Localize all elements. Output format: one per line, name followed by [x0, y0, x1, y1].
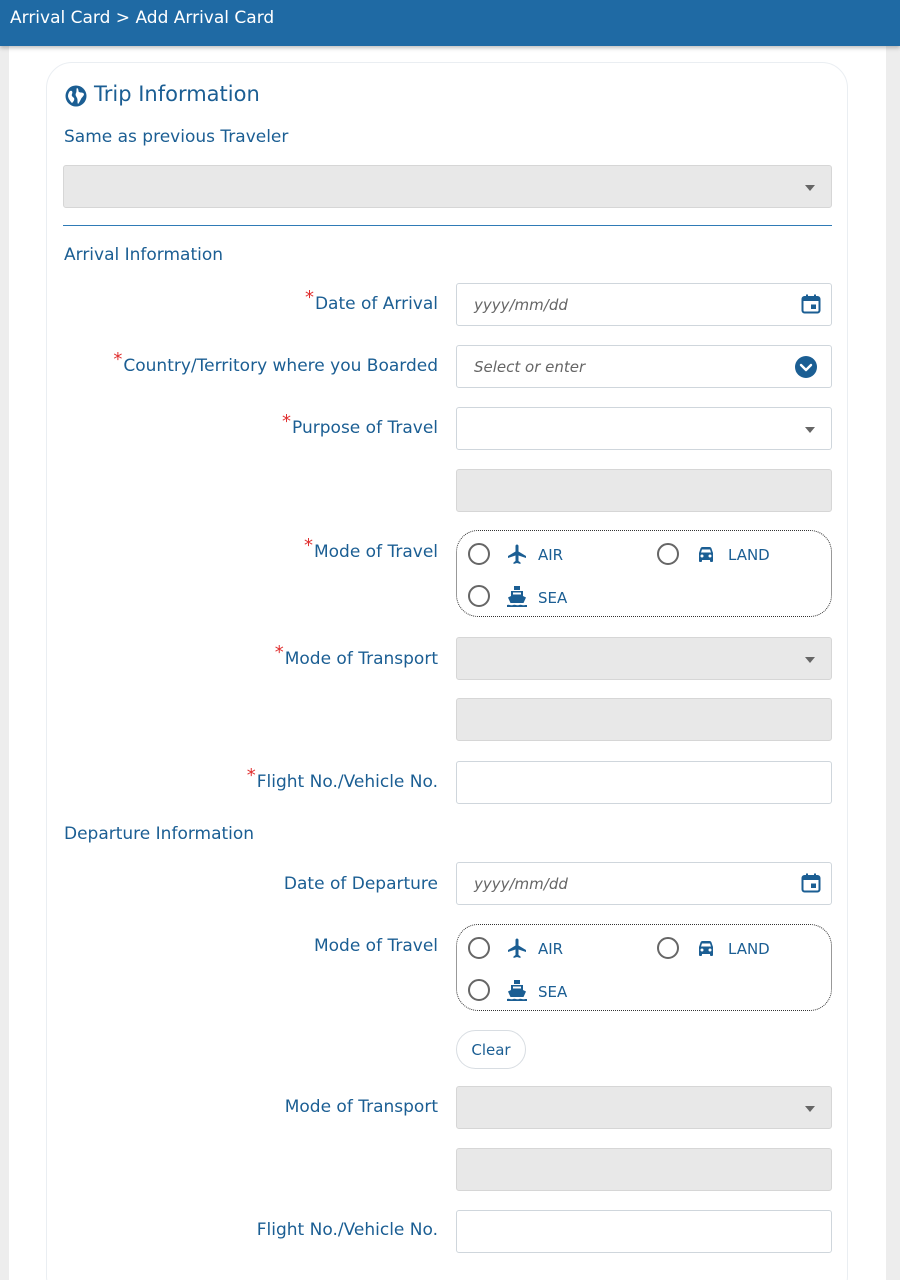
- departure-mode-of-transport-select[interactable]: [456, 1086, 832, 1129]
- car-icon: [694, 542, 718, 566]
- same-as-previous-select[interactable]: [63, 165, 832, 208]
- airplane-icon: [505, 542, 529, 566]
- arrival-mode-of-transport-label: *Mode of Transport: [274, 642, 438, 669]
- arrival-air-radio[interactable]: [468, 543, 490, 565]
- date-of-arrival-input[interactable]: [456, 283, 832, 326]
- caret-down-icon: [805, 427, 815, 433]
- arrival-mode-of-travel-label: *Mode of Travel: [303, 535, 438, 562]
- caret-down-icon: [805, 657, 815, 663]
- required-mark: *: [246, 765, 256, 786]
- top-bar: [0, 0, 900, 46]
- car-icon: [694, 936, 718, 960]
- ship-icon: [505, 978, 529, 1002]
- divider: [63, 225, 832, 226]
- purpose-of-travel-select[interactable]: [456, 407, 832, 450]
- arrival-flight-no-input[interactable]: [456, 761, 832, 804]
- arrival-transport-other-input[interactable]: [456, 698, 832, 741]
- same-as-previous-label: Same as previous Traveler: [64, 127, 289, 147]
- departure-flight-no-label: Flight No./Vehicle No.: [256, 1220, 438, 1240]
- airplane-icon: [505, 936, 529, 960]
- date-of-departure-label: Date of Departure: [283, 874, 438, 894]
- purpose-other-input[interactable]: [456, 469, 832, 512]
- departure-flight-no-input[interactable]: [456, 1210, 832, 1253]
- required-mark: *: [274, 642, 284, 663]
- chevron-down-icon[interactable]: [795, 356, 817, 378]
- arrival-air-label: AIR: [538, 546, 564, 564]
- country-boarded-input[interactable]: [456, 345, 832, 388]
- country-placeholder: Select or enter: [474, 358, 586, 376]
- departure-land-label: LAND: [728, 940, 770, 958]
- date-placeholder: yyyy/mm/dd: [474, 875, 568, 893]
- calendar-icon[interactable]: [801, 294, 821, 314]
- date-of-arrival-label: *Date of Arrival: [304, 287, 438, 314]
- date-of-departure-input[interactable]: [456, 862, 832, 905]
- caret-down-icon: [805, 1106, 815, 1112]
- arrival-mode-of-transport-select[interactable]: [456, 637, 832, 680]
- departure-land-radio[interactable]: [657, 937, 679, 959]
- arrival-land-radio[interactable]: [657, 543, 679, 565]
- calendar-icon[interactable]: [801, 873, 821, 893]
- departure-sea-label: SEA: [538, 983, 568, 1001]
- clear-button[interactable]: Clear: [456, 1030, 526, 1069]
- arrival-sea-radio[interactable]: [468, 585, 490, 607]
- departure-air-radio[interactable]: [468, 937, 490, 959]
- date-placeholder: yyyy/mm/dd: [474, 296, 568, 314]
- section-title: Trip Information: [94, 82, 260, 106]
- departure-transport-other-input[interactable]: [456, 1148, 832, 1191]
- required-mark: *: [303, 535, 313, 556]
- departure-mode-of-transport-label: Mode of Transport: [284, 1097, 438, 1117]
- required-mark: *: [304, 287, 314, 308]
- required-mark: *: [113, 349, 123, 370]
- purpose-of-travel-label: *Purpose of Travel: [282, 411, 438, 438]
- departure-mode-of-travel-label: Mode of Travel: [313, 936, 438, 956]
- departure-sea-radio[interactable]: [468, 979, 490, 1001]
- arrival-land-label: LAND: [728, 546, 770, 564]
- country-boarded-label: *Country/Territory where you Boarded: [113, 349, 438, 376]
- departure-air-label: AIR: [538, 940, 564, 958]
- ship-icon: [505, 584, 529, 608]
- breadcrumb[interactable]: Arrival Card > Add Arrival Card: [10, 8, 275, 28]
- arrival-flight-no-label: *Flight No./Vehicle No.: [246, 765, 438, 792]
- arrival-sea-label: SEA: [538, 589, 568, 607]
- arrival-information-heading: Arrival Information: [64, 245, 224, 265]
- departure-information-heading: Departure Information: [64, 824, 255, 844]
- required-mark: *: [282, 411, 292, 432]
- caret-down-icon: [805, 185, 815, 191]
- globe-icon: [64, 84, 88, 108]
